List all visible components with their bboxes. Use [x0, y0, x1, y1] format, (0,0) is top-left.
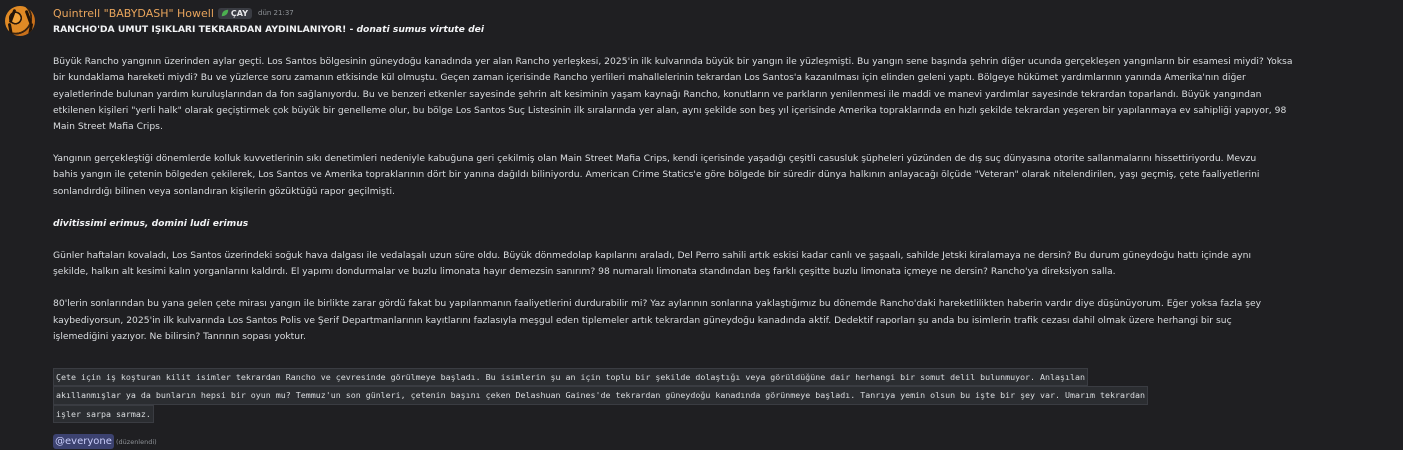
headline	[53, 22, 1393, 38]
paragraph-3	[53, 248, 1393, 280]
message-content	[53, 22, 1393, 345]
paragraph-line: 80'lerin sonlarından bu yana gelen çete mirası yangın ile birlikte zarar gördü fakat bu yapılanmanın faaliyetlerini durdurabilir mi? Yaz aylarının sonlarına yaklaştığımız bu dönemde Rancho'daki hareketlilikten haberin vardır diye düşünüyorum. Eğer yoksa fazla şey	[53, 298, 1262, 310]
everyone-mention[interactable]: @everyone	[55, 436, 112, 447]
paragraph-1	[53, 54, 1393, 135]
paragraph-2	[53, 151, 1393, 200]
headline-separator: -	[346, 24, 357, 35]
paragraph-line: işlemediğini yazıyor. Ne bilirsin? Tanrının sopası yoktur.	[53, 330, 306, 342]
headline-text: RANCHO'DA UMUT IŞIKLARI TEKRARDAN AYDINLANIYOR!	[53, 24, 347, 35]
paragraph-line: şekilde, halkın alt kesimi kalın yorganlarını kaldırdı. El yapımı dondurmalar ve buzlu limonata hayır demezsin sanırım? 98 numaralı limonata standından beş farklı çeşitte buzlu limonata içmeye ne dersin? Rancho'ya direksiyon salla.	[53, 266, 1116, 278]
paragraph-line: Günler haftaları kovaladı, Los Santos üzerindeki soğuk hava dalgası ile vedalaşalı uzun süre oldu. Büyük dönmedolap kapılarını araladı, Del Perro sahili artık eskisi kadar canlı ve şaşaalı, sahilde Jetski kiralamaya ne dersin? Bu durum güneydoğu hattı içinde aynı	[53, 250, 1252, 262]
code-line: akıllanmışlar ya da bunların hepsi bir oyun mu? Temmuz'un son günleri, çetenin başını çeken Delashuan Gaines'de tekrardan güneydoğu kanadında görünmeye başladı. Tanrıya yemin olsun bu işte bir şey var. Umarım tekrardan	[53, 386, 1148, 404]
code-line: Çete için iş koşturan kilit isimler tekrardan Rancho ve çevresinde görülmeye başladı. Bu isimlerin şu an için toplu bir şekilde dolaştığı veya görüldüğüne dair herhangi bir somut delil bulunmuyor. Anlaşılan	[53, 368, 1088, 386]
paragraph-line: Main Street Mafia Crips.	[53, 121, 163, 133]
paragraph-line: bir kundaklama hareketi miydi? Bu ve yüzlerce soru zamanın etkisinde kül olmuştu. Geçen zaman içerisinde Rancho yerlileri mahallelerinin tekrardan Los Santos'a kazanılması için elinden geleni yaptı. Bölgeye hükümet yardımlarının yanında Amerika'nın diğer	[53, 72, 1246, 84]
paragraph-line: sonlandırdığı bilinen veya sonlandıran kişilerin gözüktüğü rapor geçilmişti.	[53, 185, 395, 197]
paragraph-line: bahis yangın ile çetenin bölgeden çekilerek, Los Santos ve Amerika topraklarının dört bir yanına dağıldı biliniyordu. American Crime Statics'e göre bölgede bir süredir dünya halkının anlayacağı ölçüde "Veteran" olarak nitelendirilen, yaşı geçmiş, çete faaliyetlerini	[53, 169, 1260, 181]
code-line: işler sarpa sarmaz.	[53, 405, 154, 423]
edited-label: (düzenlendi)	[116, 438, 157, 446]
paragraph-4	[53, 296, 1393, 345]
timestamp[interactable]: dün 21:37	[258, 9, 294, 17]
paragraph-line: Büyük Rancho yangının üzerinden aylar geçti. Los Santos bölgesinin güneydoğu kanadında yer alan Rancho yerleşkesi, 2025'in ilk kulvarında büyük bir yangın ile yüzleşmişti. Bu yangın sene başında şehrin diğer ucunda gerçekleşen yangınların bir esamesi miydi? Yoksa	[53, 56, 1293, 68]
author-name[interactable]: Quintrell "BABYDASH" Howell	[53, 6, 214, 20]
subheading: divitissimi erimus, domini ludi erimus	[53, 217, 249, 229]
guild-tag[interactable]	[218, 8, 252, 19]
avatar[interactable]	[5, 6, 35, 36]
leaf-icon	[221, 9, 229, 17]
paragraph-line: kaybediyorsun, 2025'in ilk kulvarında Los Santos Polis ve Şerif Departmanlarının kayıtlarını fazlasıyla meşgul eden tiplemeler artık tekrardan güneydoğu kanadında aktif. Dedektif raporları şu anda bu isimlerin trafik cezası dahil olmak üzere herhangi bir suç	[53, 314, 1232, 326]
inline-code-block	[53, 368, 1148, 423]
message-header	[53, 6, 294, 20]
headline-motto: donati sumus virtute dei	[356, 24, 485, 35]
guild-tag-label: ÇAY	[230, 8, 249, 18]
paragraph-line: eyaletlerinde bulunan yardım kuruluşlarından da fon sağlanıyordu. Bu ve benzeri etkenler sayesinde şehrin alt kesiminin yaşam kaynağı Rancho, konutların ve parkların yenilenmesi ile maddi ve manevi yardımlar sayesinde tekrardan toparlandı. Büyük yangından	[53, 88, 1262, 100]
paragraph-line: etkilenen kişileri "yerli halk" olarak geçiştirmek çok büyük bir genelleme olur, bu bölge Los Santos Suç Listesinin ilk sıralarında yer alan, aynı şekilde son beş yıl içerisinde Amerika topraklarında en hızlı şekilde tekrardan yeşeren bir yapılanmaya ev sahipliği yapıyor, 98	[53, 104, 1287, 116]
paragraph-line: Yangının gerçekleştiği dönemlerde kolluk kuvvetlerinin sıkı denetimleri nedeniyle kabuğuna geri çekilmiş olan Main Street Mafia Crips, kendi içerisinde yaşadığı çeşitli casusluk şüpheleri yüzünden de dış suç dünyasına otorite sallanmalarını hissettiriyordu. Mevzu	[53, 153, 1257, 165]
